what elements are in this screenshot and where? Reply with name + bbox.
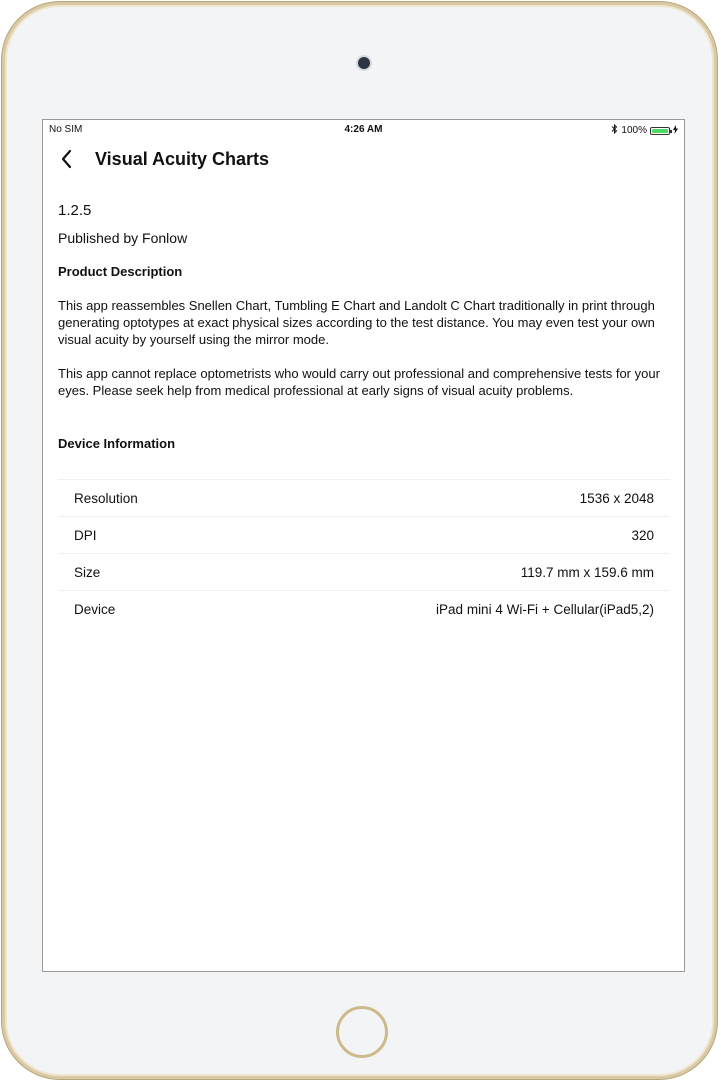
- table-row: [58, 517, 670, 554]
- row-value: 1536 x 2048: [579, 490, 654, 506]
- navigation-bar: [43, 140, 684, 180]
- row-value: iPad mini 4 Wi-Fi + Cellular(iPad5,2): [436, 601, 654, 617]
- table-row: [58, 591, 670, 627]
- row-label: Device: [74, 601, 116, 617]
- page-title: Visual Acuity Charts: [95, 149, 270, 169]
- row-value: 119.7 mm x 159.6 mm: [520, 564, 654, 580]
- disclaimer-paragraph: This app cannot replace optometrists who would carry out professional and comprehensive tests for your eyes. Please seek help from medical professional at early signs of visual acuity problems.: [58, 366, 660, 398]
- front-camera: [358, 57, 370, 69]
- chevron-left-icon: [60, 149, 72, 174]
- home-button[interactable]: [336, 1006, 388, 1058]
- bluetooth-icon: [611, 124, 618, 137]
- status-bar: [43, 120, 684, 140]
- product-description-heading: Product Description: [58, 264, 183, 279]
- app-version: 1.2.5: [58, 202, 92, 219]
- row-label: Size: [74, 564, 101, 580]
- status-right: [611, 124, 678, 137]
- battery-percent: 100%: [621, 125, 647, 136]
- row-label: DPI: [74, 527, 97, 543]
- row-value: 320: [631, 527, 654, 543]
- device-info-table: [58, 479, 670, 627]
- app-screen: [42, 119, 685, 972]
- table-row: [58, 480, 670, 517]
- table-row: [58, 554, 670, 591]
- charging-icon: [673, 125, 678, 137]
- tablet-frame: [2, 2, 717, 1079]
- publisher-label: Published by Fonlow: [58, 230, 188, 246]
- row-label: Resolution: [74, 490, 138, 506]
- battery-icon: [650, 127, 670, 135]
- back-button[interactable]: [53, 148, 79, 174]
- carrier-label: No SIM: [49, 124, 83, 135]
- device-information-heading: Device Information: [58, 436, 176, 451]
- clock: 4:26 AM: [344, 124, 383, 135]
- description-paragraph: This app reassembles Snellen Chart, Tumbling E Chart and Landolt C Chart traditionally in print through generating optotypes at exact physical sizes according to the test distance. You may even test your own visual acuity by yourself using the mirror mode.: [58, 298, 655, 347]
